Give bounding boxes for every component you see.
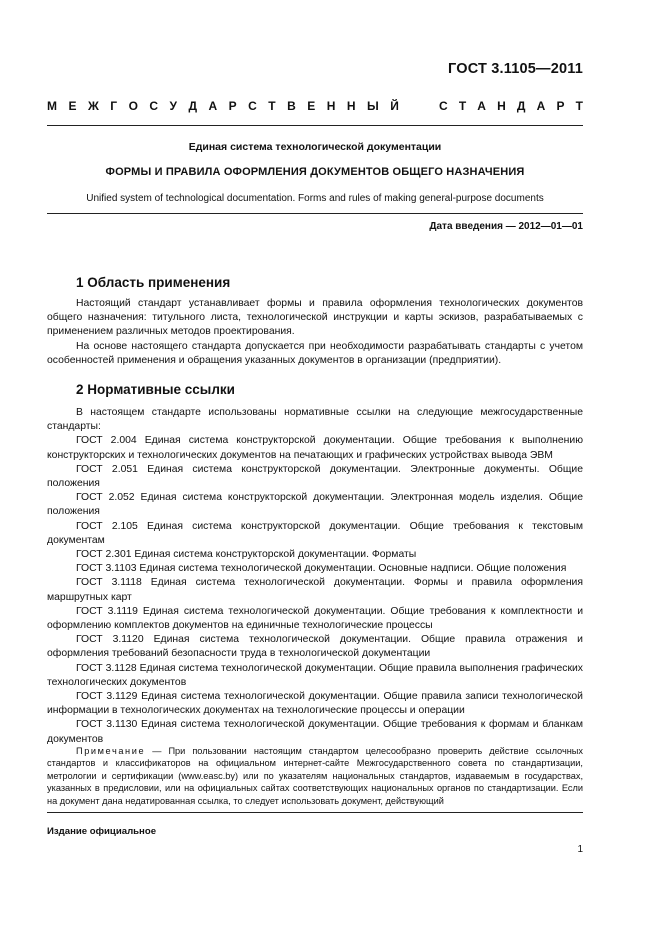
section-2-intro: В настоящем стандарте использованы нормативные ссылки на следующие межгосударственные стандарты: bbox=[47, 407, 583, 433]
section-2-heading: 2 Нормативные ссылки bbox=[76, 382, 235, 397]
reference-item: ГОСТ 3.1129 Единая система технологической документации. Общие правила записи технологической информации в технологических документах на технологические процессы и операции bbox=[47, 691, 583, 717]
section-1-heading: 1 Область применения bbox=[76, 275, 231, 290]
standard-type-word-1 bbox=[47, 99, 399, 113]
banner-letter: Е bbox=[68, 99, 77, 113]
document-title: ФОРМЫ И ПРАВИЛА ОФОРМЛЕНИЯ ДОКУМЕНТОВ ОБЩЕГО НАЗНАЧЕНИЯ bbox=[105, 166, 525, 178]
note-paragraph bbox=[47, 745, 583, 807]
standard-type-banner bbox=[47, 99, 583, 113]
banner-letter: С bbox=[439, 99, 448, 113]
banner-letter: Д bbox=[188, 99, 198, 113]
banner-letter: С bbox=[149, 99, 159, 113]
reference-item: ГОСТ 3.1120 Единая система технологической документации. Общие правила отражения и оформления требований безопасности труда в технологической документации bbox=[47, 634, 583, 660]
banner-letter: Й bbox=[390, 99, 399, 113]
banner-letter: Е bbox=[307, 99, 316, 113]
banner-letter: А bbox=[208, 99, 218, 113]
banner-letter: Р bbox=[228, 99, 237, 113]
page-number: 1 bbox=[577, 844, 583, 855]
reference-item: ГОСТ 3.1118 Единая система технологической документации. Формы и правила оформления маршрутных карт bbox=[47, 577, 583, 603]
banner-letter: Н bbox=[497, 99, 506, 113]
banner-letter: Т bbox=[575, 99, 583, 113]
reference-item: ГОСТ 3.1103 Единая система технологической документации. Основные надписи. Общие положения bbox=[76, 563, 567, 575]
reference-item: ГОСТ 3.1130 Единая система технологической документации. Общие требования к формам и бланкам документов bbox=[47, 719, 583, 745]
banner-letter: Н bbox=[346, 99, 356, 113]
banner-letter: А bbox=[477, 99, 486, 113]
banner-letter: У bbox=[169, 99, 177, 113]
standard-type-word-2 bbox=[439, 99, 583, 113]
document-number: ГОСТ 3.1105—2011 bbox=[447, 61, 583, 77]
introduction-date: Дата введения — 2012—01—01 bbox=[429, 221, 583, 232]
banner-letter: А bbox=[536, 99, 546, 113]
reference-item: ГОСТ 2.051 Единая система конструкторской документации. Электронные документы. Общие положения bbox=[47, 463, 583, 490]
section-1-paragraph-1: Настоящий стандарт устанавливает формы и правила оформления технологических документов общего назначения: титульного листа, технологической инструкции и карты эскизов, разрабатываемых с применением различных методов проектирования. bbox=[47, 298, 583, 338]
section-2-body bbox=[47, 406, 583, 747]
banner-letter: Т bbox=[458, 99, 467, 113]
banner-letter: В bbox=[287, 99, 296, 113]
note-block bbox=[47, 745, 583, 807]
official-edition-label: Издание официальное bbox=[47, 826, 157, 837]
banner-letter: С bbox=[248, 99, 257, 113]
banner-letter: Н bbox=[326, 99, 336, 113]
footer-divider bbox=[47, 812, 583, 813]
note-text: — При пользовании настоящим стандартом целесообразно проверить действие ссылочных стандартов и классификаторов на официальном интернет-сайте Межгосударственного совета по стандартизации, метрологии и сертификации (www.easc.by) или по указателям национальных стандартов, издаваемым в государствах, указанных в предисловии, или на официальных сайтах соответствующих национальных органов по стандартизации. Если на документ дана недатированная ссылка, то следует использовать документ, действующий bbox=[47, 746, 583, 806]
banner-letter: Ы bbox=[366, 99, 379, 113]
banner-letter: Р bbox=[556, 99, 565, 113]
reference-item: ГОСТ 2.105 Единая система конструкторской документации. Общие требования к текстовым документам bbox=[47, 520, 583, 546]
reference-item: ГОСТ 3.1128 Единая система технологической документации. Общие правила выполнения графических технологических документов bbox=[47, 662, 583, 688]
reference-item: ГОСТ 2.301 Единая система конструкторской документации. Форматы bbox=[76, 549, 417, 561]
section-1-body bbox=[47, 297, 583, 368]
reference-item: ГОСТ 3.1119 Единая система технологической документации. Общие требования к комплектности и оформлению комплектов документов на единичные технологические процессы bbox=[47, 605, 583, 632]
english-title: Unified system of technological documentation. Forms and rules of making general-purpose documents bbox=[86, 193, 544, 204]
reference-item: ГОСТ 2.004 Единая система конструкторской документации. Общие требования к выполнению конструкторских и технологических документов на печатающих и графических устройствах вывода ЭВМ bbox=[47, 435, 583, 461]
system-title: Единая система технологической документации bbox=[188, 141, 442, 153]
header-divider-top bbox=[47, 125, 583, 126]
banner-letter: О bbox=[128, 99, 138, 113]
banner-letter: Т bbox=[268, 99, 276, 113]
section-1-paragraph-2: На основе настоящего стандарта допускается при необходимости разрабатывать стандарты с учетом особенностей применения и обращения указанных документов в организации (предприятии). bbox=[47, 340, 583, 366]
banner-letter: Д bbox=[516, 99, 526, 113]
reference-item: ГОСТ 2.052 Единая система конструкторской документации. Электронная модель изделия. Общие положения bbox=[47, 492, 583, 518]
banner-letter: Ж bbox=[87, 99, 99, 113]
banner-letter: Г bbox=[110, 99, 118, 113]
note-label: Примечание bbox=[76, 746, 146, 756]
header-divider-bottom bbox=[47, 213, 583, 214]
banner-letter: М bbox=[47, 99, 57, 113]
